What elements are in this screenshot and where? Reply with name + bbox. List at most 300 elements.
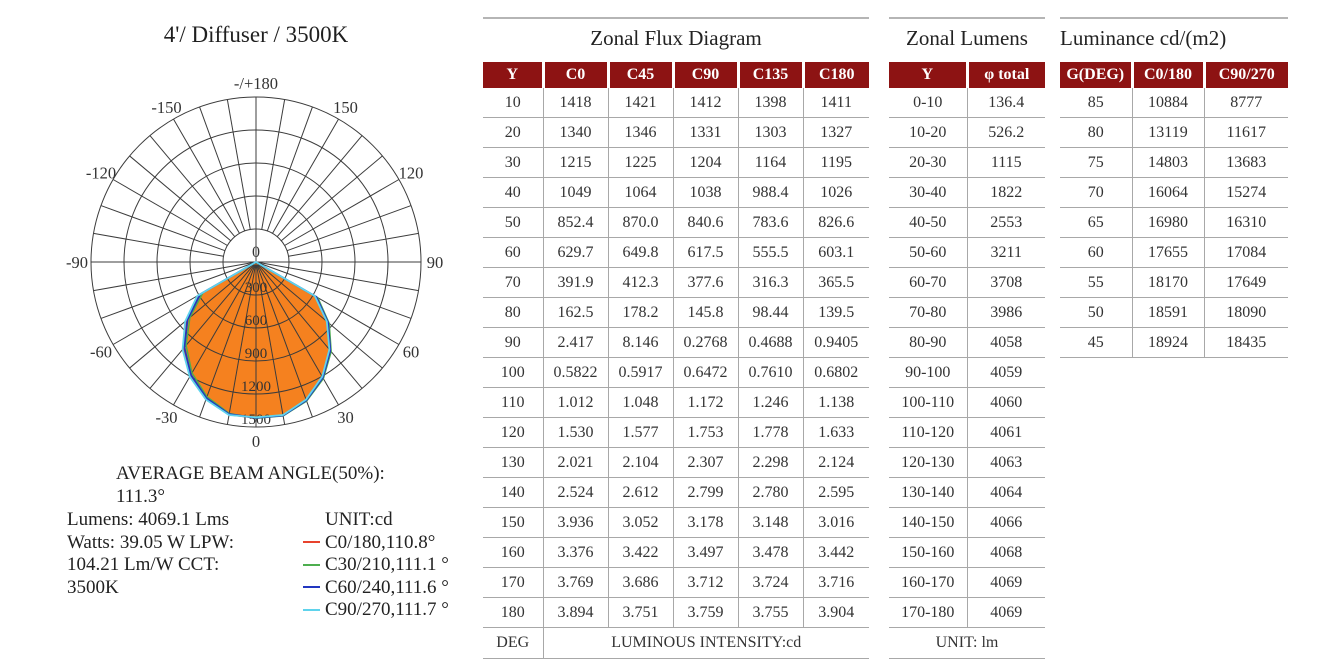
- footer-row: [483, 628, 869, 659]
- cell: 1340: [543, 118, 608, 148]
- cell: 3.751: [608, 598, 673, 628]
- cell: 783.6: [738, 208, 803, 238]
- cell: 1398: [738, 88, 803, 118]
- column-header: φ total: [967, 62, 1045, 88]
- cell: 2.799: [673, 478, 738, 508]
- cell: 4061: [967, 418, 1045, 448]
- cell: 16980: [1132, 208, 1204, 238]
- cell: 0.6472: [673, 358, 738, 388]
- cell: 0.5917: [608, 358, 673, 388]
- column-header: Y: [483, 62, 543, 88]
- cell: 3.894: [543, 598, 608, 628]
- header-row: [889, 62, 1045, 88]
- angular-tick-label: 120: [398, 163, 424, 183]
- cell: 0.2768: [673, 328, 738, 358]
- cell: 3.442: [803, 538, 869, 568]
- cell: 90: [483, 328, 543, 358]
- cell: 988.4: [738, 178, 803, 208]
- cell: 391.9: [543, 268, 608, 298]
- cell: 1.138: [803, 388, 869, 418]
- cell: 1331: [673, 118, 738, 148]
- beam-angle-value: 111.3°: [116, 486, 165, 507]
- polar-spoke: [273, 119, 339, 233]
- cell: 2.307: [673, 448, 738, 478]
- cell: 1064: [608, 178, 673, 208]
- cell: 1418: [543, 88, 608, 118]
- zonal-lumens-title: Zonal Lumens: [906, 26, 1028, 50]
- cell: 3.712: [673, 568, 738, 598]
- cell: 70-80: [889, 298, 967, 328]
- curve-legend: [303, 509, 449, 622]
- column-header: C0: [543, 62, 608, 88]
- table-row: [889, 88, 1045, 118]
- cell: 603.1: [803, 238, 869, 268]
- cell: 55: [1060, 268, 1132, 298]
- cell: 16064: [1132, 178, 1204, 208]
- polar-spoke: [227, 100, 250, 230]
- cell: 1.012: [543, 388, 608, 418]
- cell: 130-140: [889, 478, 967, 508]
- cell: 4066: [967, 508, 1045, 538]
- angular-tick-label: 0: [251, 432, 261, 451]
- column-header: C90/270: [1204, 62, 1288, 88]
- cell: 2.524: [543, 478, 608, 508]
- spec-line: 104.21 Lm/W CCT:: [67, 554, 220, 576]
- cell: 139.5: [803, 298, 869, 328]
- table-row: [889, 328, 1045, 358]
- table-row: [1060, 88, 1288, 118]
- cell: 1327: [803, 118, 869, 148]
- cell: 98.44: [738, 298, 803, 328]
- table-row: [1060, 148, 1288, 178]
- table-row: [889, 298, 1045, 328]
- cell: 13683: [1204, 148, 1288, 178]
- cell: 1049: [543, 178, 608, 208]
- cell: 2553: [967, 208, 1045, 238]
- cell: 3986: [967, 298, 1045, 328]
- divider-line: [483, 17, 869, 19]
- cell: 3.497: [673, 538, 738, 568]
- cell: 1204: [673, 148, 738, 178]
- polar-spoke: [285, 180, 399, 246]
- cell: 70: [483, 268, 543, 298]
- column-header: C45: [608, 62, 673, 88]
- radial-tick-label: 600: [244, 313, 268, 329]
- cell: 17084: [1204, 238, 1288, 268]
- cell: 2.298: [738, 448, 803, 478]
- angular-tick-label: -90: [66, 253, 88, 272]
- polar-spoke: [150, 136, 235, 237]
- angular-tick-label: 150: [333, 98, 358, 117]
- zonal-lumens-table-container: [889, 62, 1045, 659]
- footer-cell: DEG: [483, 628, 543, 659]
- polar-spoke: [287, 206, 411, 251]
- cell: 4060: [967, 388, 1045, 418]
- cell: 50: [1060, 298, 1132, 328]
- cell: 150-160: [889, 538, 967, 568]
- table-row: [889, 268, 1045, 298]
- cell: 1.048: [608, 388, 673, 418]
- cell: 3.376: [543, 538, 608, 568]
- cell: 1215: [543, 148, 608, 178]
- table-row: [889, 508, 1045, 538]
- cell: 75: [1060, 148, 1132, 178]
- cell: 0.4688: [738, 328, 803, 358]
- legend-color-line: [303, 564, 320, 566]
- polar-spoke: [101, 206, 225, 251]
- cell: 18591: [1132, 298, 1204, 328]
- cell: 140-150: [889, 508, 967, 538]
- column-header: Y: [889, 62, 967, 88]
- cell: 2.595: [803, 478, 869, 508]
- table-row: [889, 238, 1045, 268]
- zonal-lumens-section: [889, 10, 1045, 659]
- center-zero-label: 0: [252, 244, 260, 261]
- table-row: [483, 238, 869, 268]
- footer-cell: LUMINOUS INTENSITY:cd: [543, 628, 869, 659]
- cell: 160: [483, 538, 543, 568]
- cell: 30-40: [889, 178, 967, 208]
- angular-tick-label: 30: [337, 408, 354, 427]
- footer-row: [889, 628, 1045, 659]
- luminance-section: [1060, 10, 1288, 358]
- legend-item-label: C90/270,111.7 °: [325, 599, 449, 621]
- cell: 1225: [608, 148, 673, 178]
- cell: 2.104: [608, 448, 673, 478]
- cell: 60: [483, 238, 543, 268]
- column-header: C90: [673, 62, 738, 88]
- header-row: [1060, 62, 1288, 88]
- table-row: [1060, 328, 1288, 358]
- radial-tick-label: 900: [244, 346, 268, 362]
- cell: 1115: [967, 148, 1045, 178]
- polar-spoke: [267, 107, 312, 231]
- table-row: [483, 88, 869, 118]
- cell: 145.8: [673, 298, 738, 328]
- angular-tick-label: 90: [426, 253, 444, 272]
- cell: 3.478: [738, 538, 803, 568]
- cell: 16310: [1204, 208, 1288, 238]
- cell: 162.5: [543, 298, 608, 328]
- cell: 150: [483, 508, 543, 538]
- table-row: [483, 598, 869, 628]
- polar-spoke: [94, 233, 224, 256]
- cell: 8.146: [608, 328, 673, 358]
- cell: 18090: [1204, 298, 1288, 328]
- legend-item-label: C30/210,111.1 °: [325, 554, 449, 576]
- cell: 130: [483, 448, 543, 478]
- cell: 1.778: [738, 418, 803, 448]
- cell: 60-70: [889, 268, 967, 298]
- cell: 100: [483, 358, 543, 388]
- table-row: [889, 388, 1045, 418]
- cell: 840.6: [673, 208, 738, 238]
- divider-line: [889, 17, 1045, 19]
- cell: 3.716: [803, 568, 869, 598]
- cell: 170-180: [889, 598, 967, 628]
- cell: 3211: [967, 238, 1045, 268]
- table-row: [1060, 298, 1288, 328]
- cell: 50-60: [889, 238, 967, 268]
- angular-tick-label: -60: [90, 342, 112, 362]
- cell: 1.753: [673, 418, 738, 448]
- cell: 1195: [803, 148, 869, 178]
- table-row: [889, 208, 1045, 238]
- cell: 4068: [967, 538, 1045, 568]
- cell: 10884: [1132, 88, 1204, 118]
- cell: 1038: [673, 178, 738, 208]
- table-row: [889, 538, 1045, 568]
- cell: 120-130: [889, 448, 967, 478]
- cell: 1411: [803, 88, 869, 118]
- cell: 3.755: [738, 598, 803, 628]
- cell: 4064: [967, 478, 1045, 508]
- cell: 90-100: [889, 358, 967, 388]
- cell: 1.530: [543, 418, 608, 448]
- cell: 50: [483, 208, 543, 238]
- cell: 2.780: [738, 478, 803, 508]
- cell: 365.5: [803, 268, 869, 298]
- polar-spoke: [277, 136, 362, 237]
- polar-spoke: [200, 107, 245, 231]
- table-row: [483, 208, 869, 238]
- zonal-flux-title: Zonal Flux Diagram: [590, 26, 762, 50]
- angular-tick-label: -30: [155, 408, 178, 427]
- cell: 649.8: [608, 238, 673, 268]
- cell: 1164: [738, 148, 803, 178]
- cell: 4069: [967, 598, 1045, 628]
- cell: 85: [1087, 93, 1104, 111]
- cell: 0-10: [913, 93, 943, 111]
- cell: 3708: [967, 268, 1045, 298]
- cell: 18170: [1132, 268, 1204, 298]
- zonal-flux-table-container: [483, 62, 869, 659]
- cell: 11617: [1204, 118, 1288, 148]
- cell: 870.0: [608, 208, 673, 238]
- cell: 3.686: [608, 568, 673, 598]
- polar-spoke: [113, 180, 227, 246]
- cell: 412.3: [608, 268, 673, 298]
- cell: 1412: [673, 88, 738, 118]
- footer-cell: UNIT: lm: [889, 628, 1045, 659]
- table-row: [1060, 208, 1288, 238]
- cell: 852.4: [543, 208, 608, 238]
- cell: 70: [1060, 178, 1132, 208]
- cell: 555.5: [738, 238, 803, 268]
- cell: 1.172: [673, 388, 738, 418]
- cell: 10-20: [889, 118, 967, 148]
- angular-tick-label: 60: [402, 342, 420, 362]
- cell: 526.2: [967, 118, 1045, 148]
- table-row: [483, 418, 869, 448]
- table-row: [483, 388, 869, 418]
- cell: 0.9405: [803, 328, 869, 358]
- cell: 13119: [1132, 118, 1204, 148]
- cell: 0.6802: [803, 358, 869, 388]
- table-row: [889, 358, 1045, 388]
- cell: 3.148: [738, 508, 803, 538]
- cell: 0.5822: [543, 358, 608, 388]
- table-row: [483, 478, 869, 508]
- cell: 120: [483, 418, 543, 448]
- polar-chart-title: 4'/ Diffuser / 3500K: [163, 22, 349, 47]
- table-row: [483, 178, 869, 208]
- cell: 8777: [1204, 88, 1288, 118]
- cell: 65: [1060, 208, 1132, 238]
- cell: 629.7: [543, 238, 608, 268]
- cell: 826.6: [803, 208, 869, 238]
- legend-unit-label: UNIT:cd: [325, 509, 393, 530]
- table-row: [483, 538, 869, 568]
- table-row: [483, 118, 869, 148]
- table-row: [889, 448, 1045, 478]
- legend-item: [303, 532, 449, 555]
- cell: 3.904: [803, 598, 869, 628]
- cell: 4069: [967, 568, 1045, 598]
- table-row: [483, 568, 869, 598]
- cell: 3.936: [543, 508, 608, 538]
- cell: 1.577: [608, 418, 673, 448]
- luminance-table: [1060, 62, 1288, 358]
- cell: 3.422: [608, 538, 673, 568]
- legend-item: [303, 599, 449, 622]
- cell: 4063: [967, 448, 1045, 478]
- cell: 80-90: [889, 328, 967, 358]
- legend-color-line: [303, 586, 320, 588]
- table-row: [483, 328, 869, 358]
- legend-color-line: [303, 609, 320, 611]
- table-row: [1060, 178, 1288, 208]
- beam-angle-label: AVERAGE BEAM ANGLE(50%):: [116, 463, 385, 484]
- cell: 1346: [608, 118, 673, 148]
- cell: 170: [483, 568, 543, 598]
- cell: 80: [1060, 118, 1132, 148]
- polar-spoke: [174, 119, 240, 233]
- table-row: [483, 298, 869, 328]
- angular-tick-label: -/+180: [233, 74, 279, 93]
- cell: 0.7610: [738, 358, 803, 388]
- table-row: [889, 118, 1045, 148]
- spec-line: Watts: 39.05 W LPW:: [67, 531, 235, 553]
- cell: 178.2: [608, 298, 673, 328]
- table-row: [889, 178, 1045, 208]
- cell: 2.417: [543, 328, 608, 358]
- cell: 2.612: [608, 478, 673, 508]
- legend-item: [303, 554, 449, 577]
- polar-intensity-chart: [40, 70, 472, 462]
- cell: 10: [504, 93, 521, 111]
- cell: 4059: [967, 358, 1045, 388]
- table-row: [1060, 268, 1288, 298]
- column-header: C135: [738, 62, 803, 88]
- cell: 110: [483, 388, 543, 418]
- cell: 45: [1060, 328, 1132, 358]
- cell: 20-30: [889, 148, 967, 178]
- radial-tick-label: 1200: [241, 379, 271, 395]
- cell: 140: [483, 478, 543, 508]
- cell: 1.633: [803, 418, 869, 448]
- cell: 14803: [1132, 148, 1204, 178]
- cell: 136.4: [967, 88, 1045, 118]
- polar-spoke: [262, 100, 285, 230]
- table-row: [483, 508, 869, 538]
- cell: 30: [483, 148, 543, 178]
- table-row: [889, 148, 1045, 178]
- cell: 1026: [803, 178, 869, 208]
- divider-line: [1060, 17, 1288, 19]
- zonal-flux-table: [483, 62, 869, 659]
- table-row: [483, 148, 869, 178]
- angular-tick-label: -120: [85, 163, 117, 183]
- angular-tick-label: -150: [151, 98, 182, 117]
- cell: 60: [1060, 238, 1132, 268]
- cell: 40-50: [889, 208, 967, 238]
- polar-spoke: [130, 156, 231, 241]
- radial-tick-label: 1500: [241, 412, 271, 428]
- header-row: [483, 62, 869, 88]
- cell: 1421: [608, 88, 673, 118]
- cell: 160-170: [889, 568, 967, 598]
- zonal-flux-section: [483, 10, 869, 659]
- cell: 3.769: [543, 568, 608, 598]
- zonal-lumens-table: [889, 62, 1045, 659]
- polar-spoke: [281, 156, 382, 241]
- polar-spoke: [288, 233, 418, 256]
- luminance-table-container: [1060, 62, 1288, 358]
- cell: 180: [483, 598, 543, 628]
- table-row: [1060, 238, 1288, 268]
- legend-item: [303, 577, 449, 600]
- table-row: [889, 598, 1045, 628]
- cell: 1.246: [738, 388, 803, 418]
- cell: 1303: [738, 118, 803, 148]
- table-row: [483, 268, 869, 298]
- cell: 4058: [967, 328, 1045, 358]
- cell: 3.016: [803, 508, 869, 538]
- cell: 3.759: [673, 598, 738, 628]
- cell: 3.052: [608, 508, 673, 538]
- cell: 617.5: [673, 238, 738, 268]
- cell: 40: [483, 178, 543, 208]
- radial-tick-label: 300: [244, 280, 268, 296]
- cell: 17655: [1132, 238, 1204, 268]
- cell: 3.724: [738, 568, 803, 598]
- luminance-title: Luminance cd/(m2): [1060, 26, 1227, 50]
- cell: 17649: [1204, 268, 1288, 298]
- cell: 20: [483, 118, 543, 148]
- legend-item-label: C0/180,110.8°: [325, 531, 436, 553]
- table-row: [483, 448, 869, 478]
- cell: 18924: [1132, 328, 1204, 358]
- spec-line: Lumens: 4069.1 Lms: [67, 509, 230, 530]
- cell: 2.021: [543, 448, 608, 478]
- cell: 2.124: [803, 448, 869, 478]
- table-row: [1060, 118, 1288, 148]
- column-header: C180: [803, 62, 869, 88]
- legend-item-label: C60/240,111.6 °: [325, 576, 449, 598]
- column-header: C0/180: [1132, 62, 1204, 88]
- table-row: [483, 358, 869, 388]
- cell: 1822: [967, 178, 1045, 208]
- cell: 18435: [1204, 328, 1288, 358]
- table-row: [889, 418, 1045, 448]
- table-row: [889, 478, 1045, 508]
- cell: 100-110: [889, 388, 967, 418]
- cell: 3.178: [673, 508, 738, 538]
- cell: 15274: [1204, 178, 1288, 208]
- cell: 110-120: [889, 418, 967, 448]
- legend-color-line: [303, 541, 320, 543]
